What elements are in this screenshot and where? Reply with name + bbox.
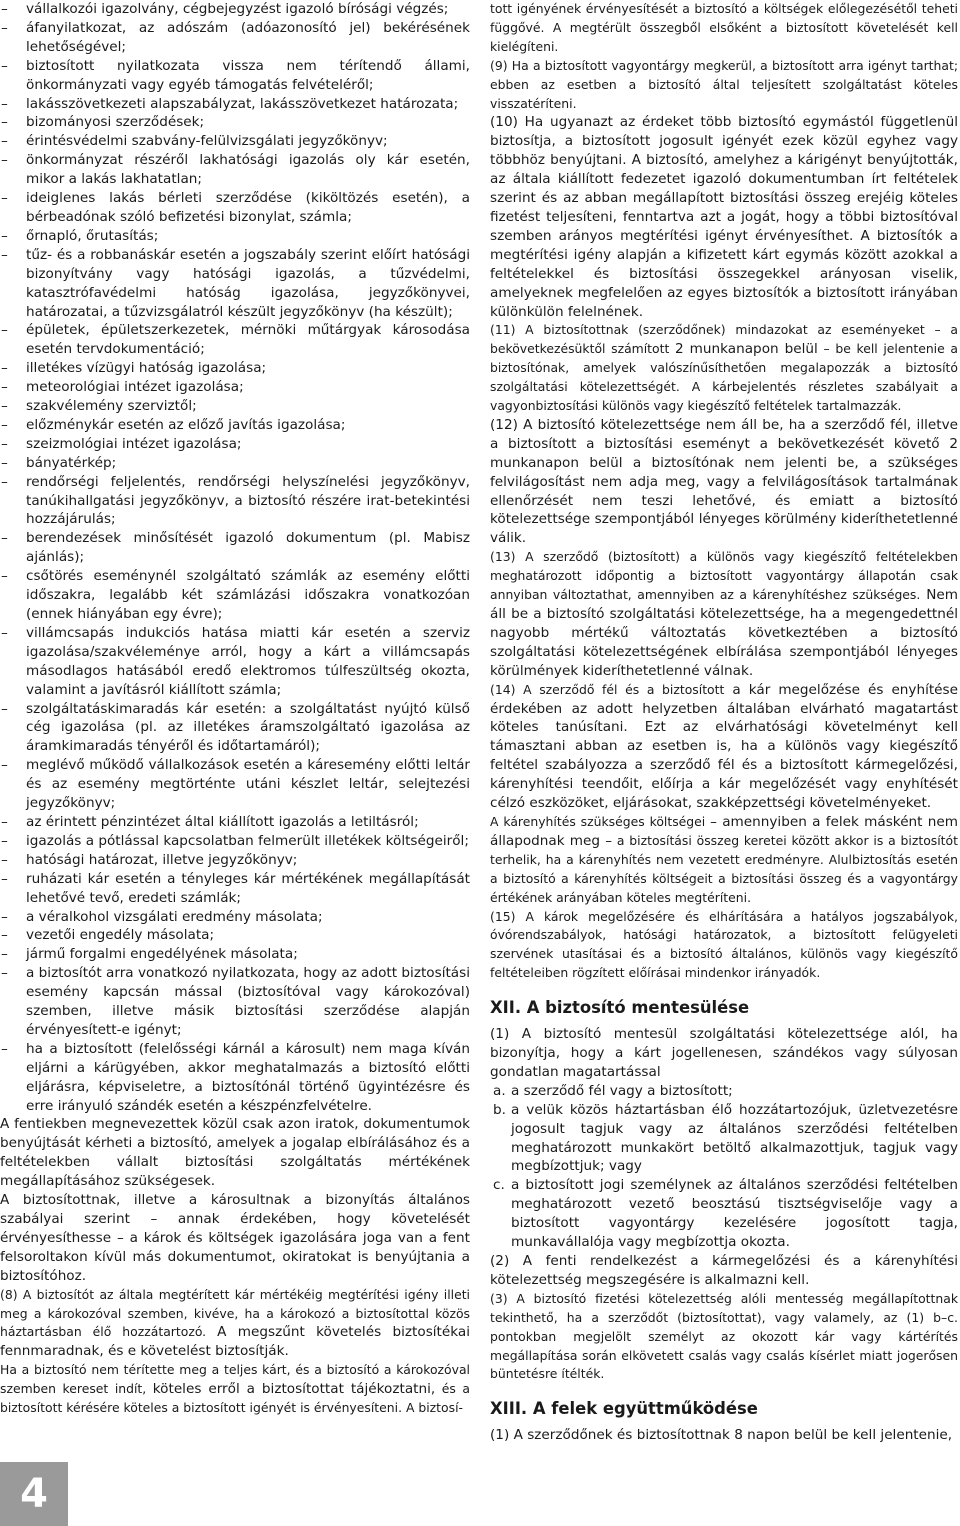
list-item: – az érintett pénzintézet által kiállított igazolás a letiltásról; (0, 813, 470, 832)
paragraph: (2) A fenti rendelkezést a kármegelőzési és a kárenyhítési kötelezettség megszegésére is alkalmazni kell. (490, 1253, 958, 1288)
section-heading: XIII. A felek együttműködése (490, 1399, 758, 1419)
list-item: – szeizmológiai intézet igazolása; (0, 435, 470, 454)
list-item: – igazolás a pótlással kapcsolatban felmerült illetékek költségeiről; (0, 832, 470, 851)
paragraph: (10) Ha ugyanazt az érdeket több biztosító egymástól függetlenül biztosítja, a biztosított jogosult igényét ezek közül egyhez vagy többhöz benyújtani. A biztosító, amelyhez a kárigényt benyújtották, az általa kiállított fedezetet igazoló dokumentumban írt feltételek szerint és az abban megállapított biztosítási összeg erejéig köteles fizetést teljesíteni, fenntartva azt a jogát, hogy a többi biztosítóval szemben arányos megtérítési igényt érvényesíthet. A biztosítók a megtérítési igény alapján a kifizetett kárt egymás között azokkal a feltételekkel és biztosítási összegekkel arányosan viselik, amelyeknek megfelelően az egyes biztosítók a biztosított irányában különkülön felelnének. (490, 114, 958, 320)
right-column (490, 0, 958, 1445)
paragraph: Ha a biztosító nem térítette meg a teljes kárt, és a biztosító a károkozóval szemben kereset indít, köteles erről a biztosítottat tájékoztatni, és a biztosított kérésére köteles a biztosított igényét is érvényesíteni. A biztosí- (0, 1362, 470, 1416)
paragraph: A biztosítottnak, illetve a károsultnak a bizonyítás általános szabályai szerint – annak érdekében, hogy követelését érvényesíthesse – a károk és költségek igazolására joga van a fent felsoroltakon kívül más dokumentumot, okiratokat is benyújtania a biztosítóhoz. (0, 1192, 470, 1284)
page-number: 4 (20, 1471, 48, 1517)
paragraph: (9) Ha a biztosított vagyontárgy megkerül, a biztosított arra igényt tarthat; ebben az esetben a biztosító által teljesített szolgáltatást köteles visszatéríteni. (490, 57, 958, 111)
list-item: – berendezések minősítését igazoló dokumentum (pl. Mabisz ajánlás); (0, 529, 470, 567)
list-item: – ha a biztosított (felelősségi kárnál a károsult) nem maga kíván eljárni a kárügyében, akkor meghatalmazás a biztosító előtti eljárásra, képviseletre, a biztosítónál történő ügyintézésre és erre irányuló szándék esetén a készpénzfelvételre. (0, 1040, 470, 1116)
list-item: – hatósági határozat, illetve jegyzőkönyv; (0, 851, 470, 870)
list-item: – bizományosi szerződések; (0, 113, 470, 132)
lettered-item (490, 1176, 958, 1252)
list-item: – jármű forgalmi engedélyének másolata; (0, 945, 470, 964)
paragraph: (8) A biztosítót az általa megtérített kár mértékéig megtérítési igény illeti meg a károkozóval szemben, kivéve, ha a károkozó a biztosítottal közös háztartásban élő hozzátartozó. A megszűnt követelés biztosítékai fennmaradnak, és e követelést biztosítják. (0, 1286, 470, 1360)
item-text: a szerződő fél vagy a biztosított; (511, 1082, 733, 1099)
list-item: – őrnapló, őrutasítás; (0, 227, 470, 246)
paragraph: (13) A szerződő (biztosított) a különös vagy kiegészítő feltételekben meghatározott időpontig a biztosított vagyontárgy állapotán csak annyiban változtathat, amennyiben az a kárenyhítéshez szükséges. Nem áll be a biztosító szolgáltatási kötelezettsége, ha a megengedettnél nagyobb mértékű változtatás következtében a biztosító szolgáltatási kötelezettségének elbírálása szempontjából lényeges körülmények kideríthetetlenné válnak. (490, 549, 958, 679)
lettered-item (490, 1082, 958, 1101)
page-number-box (0, 1462, 68, 1526)
paragraph: (1) A szerződőnek és biztosítottnak 8 napon belül be kell jelentenie, (490, 1427, 953, 1444)
list-item: – meglévő működő vállalkozások esetén a káresemény előtti leltár és az esemény megtörténte utáni készlet leltár, selejtezési jegyzőkönyv; (0, 756, 470, 813)
list-item: – érintésvédelmi szabvány-felülvizsgálati jegyzőkönyv; (0, 132, 470, 151)
paragraph: A kárenyhítés szükséges költségei – amennyiben a felek másként nem állapodnak meg – a biztosítási összeg keretei között akkor is a biztosítót terhelik, ha a kárenyhítés nem vezetett eredményre. Alulbiztosítás esetén a biztosító a kárenyhítés költségeit a biztosítási összeg és a vagyontárgy értékének arányában köteles megtéríteni. (490, 813, 959, 905)
lettered-list (490, 1082, 958, 1252)
list-item: – épületek, épületszerkezetek, mérnöki műtárgyak károsodása esetén tervdokumentáció; (0, 321, 470, 359)
list-item: – vezetői engedély másolata; (0, 926, 470, 945)
paragraph: (12) A biztosító kötelezettsége nem áll be, ha a szerződő fél, illetve a biztosított a biztosítási eseményt a bekövetkezését követő 2 munkanapon belül a biztosítónak nem jelenti be, a szükséges felvilágosítást nem adja meg, vagy a felvilágosítások tartalmának ellenőrzését nem teszi lehetővé, és emiatt a biztosító kötelezettsége szempontjából lényeges körülmény kideríthetetlenné válik. (490, 416, 958, 547)
section-heading: XII. A biztosító mentesülése (490, 998, 750, 1018)
list-item: – a biztosítót arra vonatkozó nyilatkozata, hogy az adott biztosítási esemény kapcsán mással (biztosítóval vagy károkozóval) szemben, illetve másik biztosítási szerződése alapján érvényesített-e igényt; (0, 964, 470, 1040)
list-item: – áfanyilatkozat, az adószám (adóazonosító jel) bekérésének lehetőségével; (0, 19, 470, 57)
lettered-item (490, 1101, 958, 1177)
list-item: – önkormányzat részéről lakhatósági igazolás oly kár esetén, mikor a lakás lakhatatlan; (0, 151, 470, 189)
list-item: – meteorológiai intézet igazolása; (0, 378, 470, 397)
paragraph: (14) A szerződő fél és a biztosított a kár megelőzése és enyhítése érdekében az adott helyzetben általában elvárható magatartást köteles tanúsítani. Ezt az elvárhatósági követelményt kell támasztani abban az esetben is, ha a különös vagy kiegészítő feltétel szabályozza a szerződő fél és a biztosított kármegelőzési, kárenyhítési teendőit, előírja a kár megelőzését vagy enyhítését célzó eszközöket, eljárásokat, szakképzettségi követelményeket. (490, 681, 958, 812)
list-item: – biztosított nyilatkozata vissza nem térítendő állami, önkormányzati vagy egyéb támogatás felvételéről; (0, 57, 470, 95)
paragraph: (15) A károk megelőzésére és elhárítására a hatályos jogszabályok, óvórendszabályok, hatósági határozatok, a biztosított felügyeleti szervének utasításai és a biztosító általános, különös vagy kiegészítő feltételeiben rögzített előírásai mindenkor irányadók. (490, 908, 958, 981)
paragraph: (11) A biztosítottnak (szerződőnek) mindazokat az eseményeket – a bekövetkezésüktől számított 2 munkanapon belül – be kell jelentenie a biztosítónak, amelyek valószínűsíthetően megalapozzák a biztosító szolgáltatási kötelezettségét. A kárbejelentés részletes szabályait a vagyonbiztosítási különös vagy kiegészítő feltételek tartalmazzák. (490, 322, 958, 414)
list-item: – szolgáltatáskimaradás kár esetén: a szolgáltatást nyújtó külső cég igazolása (pl. az illetékes áramszolgáltató igazolása az áramkimaradás tényéről és időtartamáról); (0, 700, 470, 757)
paragraph: A fentiekben megnevezettek közül csak azon iratok, dokumentumok benyújtását kérheti a biztosító, amelyek a jogalap elbírálásához és a feltételekben vállalt biztosítási szolgáltatás mértékének megállapításához szükségesek. (0, 1116, 470, 1190)
list-item: – illetékes vízügyi hatóság igazolása; (0, 359, 470, 378)
list-item: – rendőrségi feljelentés, rendőrségi helyszínelési jegyzőkönyv, tanúkihallgatási jegyzőkönyv, a biztosító részére irat-betekintési hozzájárulás; (0, 473, 470, 530)
document-list (0, 0, 470, 1115)
item-letter: a. (493, 1082, 506, 1099)
list-item: – vállalkozói igazolvány, cégbejegyzést igazoló bírósági végzés; (0, 0, 470, 19)
item-text: a biztosított jogi személynek az általános szerződési feltételben meghatározott vezető beosztású tisztségviselője vagy a biztosított vagyontárgy kezelésére jogosított tagja, munkavállalója vagy megbízottja okozta. (511, 1177, 958, 1251)
left-column (0, 0, 470, 1418)
list-item: – tűz- és a robbanáskár esetén a jogszabály szerint előírt hatósági bizonyítvány vagy hatósági igazolás, a tűzvédelmi, katasztrófavédelmi hatóság igazolása, jegyzőkönyvei, határozatai, a tűzvizsgálatról készült jegyzőkönyv (ha készült); (0, 246, 470, 322)
list-item: – ideiglenes lakás bérleti szerződése (kiköltözés esetén), a bérbeadónak szóló befizetési bizonylat, számla; (0, 189, 470, 227)
item-text: a velük közös háztartásban élő hozzátartozójuk, üzletvezetésre jogosult tagjuk vagy az általános szerződési feltételben meghatározott munkakört betöltő alkalmazottjuk, tagjuk vagy megbízottjuk; vagy (511, 1101, 958, 1175)
list-item: – előzménykár esetén az előző javítás igazolása; (0, 416, 470, 435)
paragraph: tott igényének érvényesítését a biztosító a költségek előlegezésétől teheti függővé. A megtérült összegből elsőként a biztosított követelését kell kielégíteni. (490, 1, 958, 54)
paragraph: (1) A biztosító mentesül szolgáltatási kötelezettsége alól, ha bizonyítja, hogy a kárt jogellenesen, szándékos vagy súlyosan gondatlan magatartással (490, 1026, 958, 1080)
paragraph: (3) A biztosító fizetési kötelezettség alóli mentesség megállapítottnak tekinthető, ha a szerződőt (biztosítottat), vagy valamely, az (1) b–c. pontokban megjelölt személyt az okozott kár vagy kártérítés megállapítása során elkövetett csalás vagy csalás kísérlet miatt jogerősen büntetésre ítélték. (490, 1290, 958, 1382)
list-item: – a véralkohol vizsgálati eredmény másolata; (0, 908, 470, 927)
list-item: – bányatérkép; (0, 454, 470, 473)
list-item: – szakvélemény szerviztől; (0, 397, 470, 416)
list-item: – villámcsapás indukciós hatása miatti kár esetén a szerviz igazolása/szakvéleménye arról, hogy a kárt a villámcsapás másodlagos hatásából eredő elektromos túlfeszültség okozta, valamint a javításról kiállított számla; (0, 624, 470, 700)
list-item: – csőtörés eseménynél szolgáltató számlák az esemény előtti időszakra, legalább két számlázási időszakra vonatkozóan (ennek hiányában egy évre); (0, 567, 470, 624)
item-letter: c. (493, 1177, 505, 1194)
item-letter: b. (493, 1101, 506, 1118)
list-item: – ruházati kár esetén a tényleges kár mértékének megállapítását lehetővé tevő, eredeti számlák; (0, 870, 470, 908)
list-item: – lakásszövetkezeti alapszabályzat, lakásszövetkezet határozata; (0, 95, 470, 114)
